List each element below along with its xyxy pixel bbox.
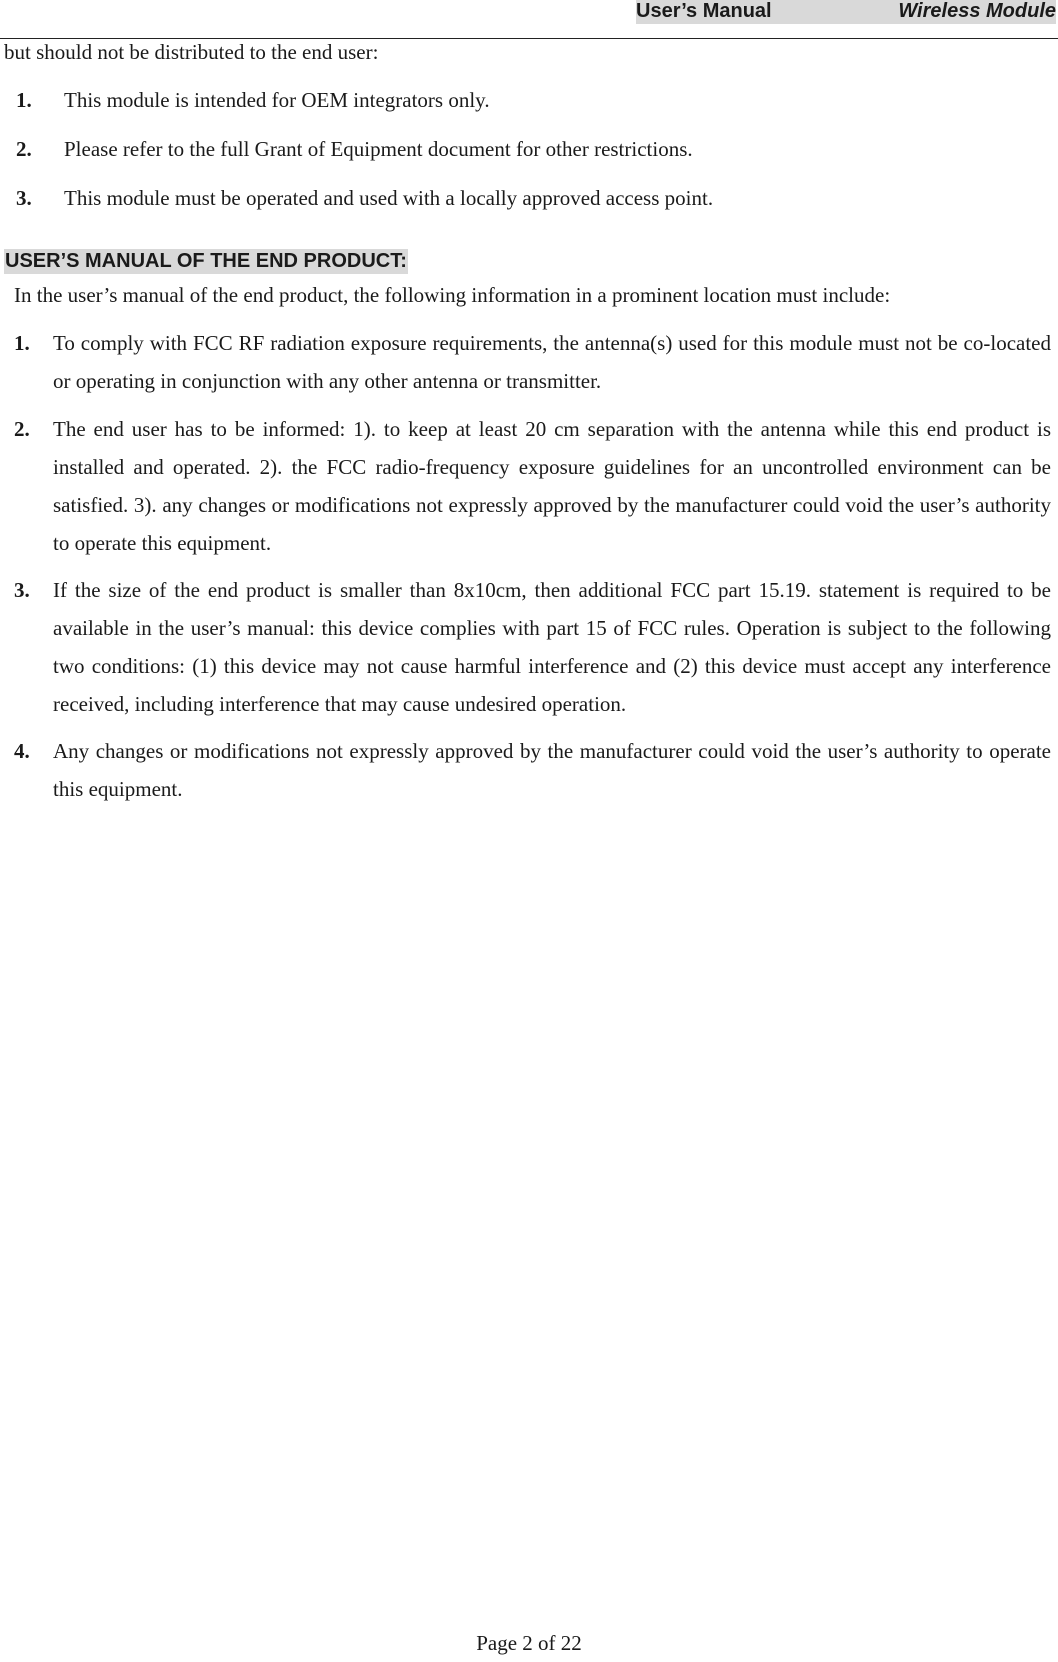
requirement-text: To comply with FCC RF radiation exposure requirements, the antenna(s) used for this module must not be co-located or operating in conjunction with any other antenna or transmitter. bbox=[53, 331, 1051, 393]
requirement-number: 1. bbox=[14, 331, 30, 355]
requirement-text: Any changes or modifications not expressly approved by the manufacturer could void the user’s authority to operate this equipment. bbox=[53, 739, 1051, 801]
page-number: Page 2 of 22 bbox=[476, 1631, 582, 1655]
header-title-box bbox=[636, 0, 1056, 24]
header-manual-label: User’s Manual bbox=[636, 0, 772, 22]
page-header bbox=[0, 0, 1058, 39]
header-module-label: Wireless Module bbox=[898, 0, 1056, 22]
requirement-item-4 bbox=[14, 732, 1051, 808]
requirement-text: If the size of the end product is smaller than 8x10cm, then additional FCC part 15.19. statement is required to be available in the user’s manual: this device complies with part 15 of FCC rules. Operation is subject to the following two conditions: (1) this device may not cause harmful interference and (2) this device must accept any interference received, including interference that may cause undesired operation. bbox=[53, 578, 1051, 716]
restriction-number: 2. bbox=[16, 137, 32, 161]
requirement-item-1 bbox=[14, 324, 1051, 400]
requirement-number: 4. bbox=[14, 739, 30, 763]
restriction-number: 3. bbox=[16, 186, 32, 210]
requirement-item-2 bbox=[14, 410, 1051, 562]
restriction-number: 1. bbox=[16, 88, 32, 112]
restriction-text: Please refer to the full Grant of Equipment document for other restrictions. bbox=[64, 137, 693, 161]
page-footer bbox=[0, 1631, 1058, 1656]
requirement-number: 2. bbox=[14, 417, 30, 441]
restriction-text: This module is intended for OEM integrators only. bbox=[64, 88, 490, 112]
section-heading: USER’S MANUAL OF THE END PRODUCT: bbox=[5, 250, 407, 272]
requirement-text: The end user has to be informed: 1). to keep at least 20 cm separation with the antenna while this end product is installed and operated. 2). the FCC radio-frequency exposure guidelines for an uncontrolled environment can be satisfied. 3). any changes or modifications not expressly approved by the manufacturer could void the user’s authority to operate this equipment. bbox=[53, 417, 1051, 555]
section-lead-text: In the user’s manual of the end product, the following information in a prominent location must include: bbox=[14, 283, 891, 307]
requirement-number: 3. bbox=[14, 578, 30, 602]
restriction-text: This module must be operated and used with a locally approved access point. bbox=[64, 186, 714, 210]
intro-text: but should not be distributed to the end user: bbox=[4, 40, 379, 64]
requirement-item-3 bbox=[14, 571, 1051, 723]
